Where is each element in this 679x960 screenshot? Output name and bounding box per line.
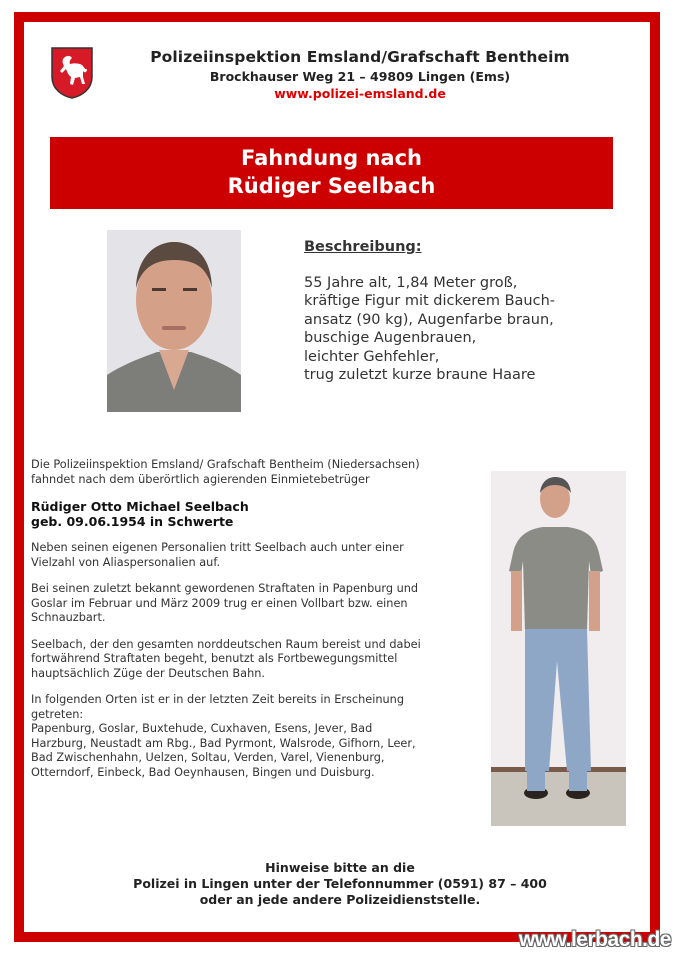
alias-paragraph — [31, 541, 486, 570]
full-body-photo — [491, 471, 626, 826]
travel-line: Seelbach, der den gesamten norddeutschen Raum bereist und dabei — [31, 637, 421, 651]
lower-saxony-horse-crest-icon — [51, 47, 93, 99]
places-paragraph — [31, 693, 486, 780]
travel-line: fortwährend Straftaten begeht, benutzt als Fortbewegungsmittel — [31, 652, 398, 665]
description-line: 55 Jahre alt, 1,84 Meter groß, — [304, 274, 518, 291]
places-line: Bad Zwischenhahn, Uelzen, Soltau, Verden, Varel, Vienenburg, — [31, 751, 385, 764]
description-line: kräftige Figur mit dickerem Bauch- — [304, 293, 555, 309]
places-line: Harzburg, Neustadt am Rbg., Bad Pyrmont, Walsrode, Gifhorn, Leer, — [31, 736, 416, 750]
suspect-full-name: Rüdiger Otto Michael Seelbach — [31, 499, 249, 514]
body-text — [31, 458, 486, 792]
description-line: buschige Augenbrauen, — [304, 330, 477, 346]
footer-line-3: oder an jede andere Polizeidienststelle. — [199, 892, 481, 907]
crimes-line: Bei seinen zuletzt bekannt gewordenen Straftaten in Papenburg und — [31, 582, 419, 595]
watermark: www.lerbach.de — [518, 928, 671, 951]
places-line: In folgenden Orten ist er in der letzten Zeit bereits in Erscheinung — [31, 693, 405, 706]
crimes-paragraph — [31, 582, 486, 626]
description-section — [304, 238, 624, 385]
alias-line: Vielzahl von Aliaspersonalien auf. — [31, 555, 221, 569]
footer-line-1: Hinweise bitte an die — [265, 860, 415, 875]
organization-website-link[interactable]: www.polizei-emsland.de — [274, 86, 446, 101]
description-line: ansatz (90 kg), Augenfarbe braun, — [304, 311, 554, 328]
banner-line-2: Rüdiger Seelbach — [227, 174, 436, 198]
places-line: Papenburg, Goslar, Buxtehude, Cuxhaven, Esens, Jever, Bad — [31, 722, 373, 735]
contact-footer — [60, 860, 620, 908]
banner-line-1: Fahndung nach — [241, 146, 422, 170]
page-header — [120, 48, 600, 101]
description-line: leichter Gehfehler, — [304, 348, 440, 365]
description-heading: Beschreibung: — [304, 239, 422, 255]
suspect-birth: geb. 09.06.1954 in Schwerte — [31, 514, 234, 529]
travel-line: hauptsächlich Züge der Deutschen Bahn. — [31, 666, 266, 680]
intro-line: Die Polizeiinspektion Emsland/ Grafschaft Bentheim (Niedersachsen) — [31, 458, 420, 471]
footer-phone-line: Polizei in Lingen unter der Telefonnummer (0591) 87 – 400 — [133, 876, 547, 891]
organization-address: Brockhauser Weg 21 – 49809 Lingen (Ems) — [209, 69, 511, 84]
alias-line: Neben seinen eigenen Personalien tritt Seelbach auch unter einer — [31, 541, 404, 554]
travel-paragraph — [31, 638, 486, 682]
places-line: Otterndorf, Einbeck, Bad Oeynhausen, Bingen und Duisburg. — [31, 765, 375, 779]
intro-line: fahndet nach dem überörtlich agierenden Einmietebetrüger — [31, 472, 370, 486]
suspect-identity — [31, 499, 486, 529]
crimes-line: Schnauzbart. — [31, 611, 106, 624]
wanted-banner — [50, 137, 613, 209]
description-line: trug zuletzt kurze braune Haare — [304, 367, 536, 383]
organization-name: Polizeiinspektion Emsland/Grafschaft Bentheim — [150, 48, 570, 66]
intro-paragraph — [31, 458, 486, 487]
crimes-line: Goslar im Februar und März 2009 trug er einen Vollbart bzw. einen — [31, 596, 408, 610]
portrait-photo — [107, 230, 241, 412]
places-line: getreten: — [31, 707, 84, 721]
